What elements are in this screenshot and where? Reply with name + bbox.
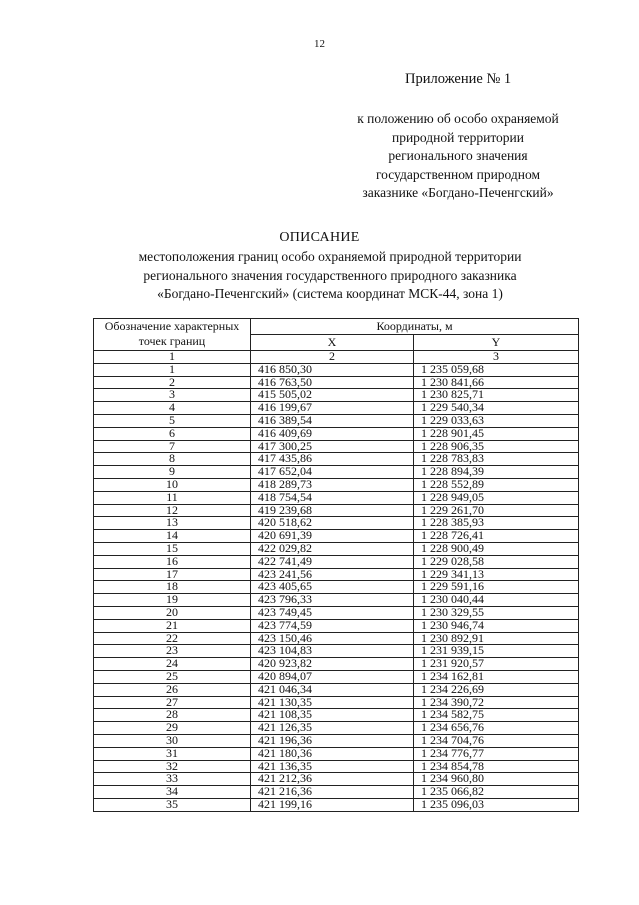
y-coordinate: 1 228 906,35 [414,440,579,453]
y-coordinate: 1 235 059,68 [414,363,579,376]
x-coordinate: 421 046,34 [251,683,414,696]
table-row [94,427,579,440]
point-number: 12 [94,504,251,517]
point-number: 8 [94,453,251,466]
y-coordinate: 1 231 939,15 [414,645,579,658]
column-number: 1 [94,351,251,364]
document-heading: ОПИСАНИЕ [279,230,360,245]
appendix-subtitle-line: к положению об особо охраняемой [357,111,559,126]
y-coordinate: 1 229 261,70 [414,504,579,517]
y-coordinate: 1 228 894,39 [414,466,579,479]
y-coordinate: 1 234 390,72 [414,696,579,709]
description-line: регионального значения государственного природного заказника [143,267,517,283]
y-coordinate: 1 230 946,74 [414,619,579,632]
appendix-subtitle-line: государственном природном [375,166,541,182]
x-coordinate: 421 130,35 [251,696,414,709]
x-coordinate: 419 239,68 [251,504,414,517]
point-number: 28 [94,709,251,722]
y-coordinate: 1 229 028,58 [414,555,579,568]
header-x: X [251,335,414,351]
x-coordinate: 421 216,36 [251,786,414,799]
table-row [94,363,579,376]
x-coordinate: 416 763,50 [251,376,414,389]
x-coordinate: 418 754,54 [251,491,414,504]
coordinates-table [93,318,579,812]
x-coordinate: 421 136,35 [251,760,414,773]
y-coordinate: 1 230 892,91 [414,632,579,645]
point-number: 18 [94,581,251,594]
point-number: 3 [94,389,251,402]
document-description [60,248,600,304]
header-points: Обозначение характерных точек границ [94,319,251,351]
y-coordinate: 1 229 033,63 [414,414,579,427]
point-number: 2 [94,376,251,389]
y-coordinate: 1 234 582,75 [414,709,579,722]
y-coordinate: 1 228 949,05 [414,491,579,504]
y-coordinate: 1 230 040,44 [414,594,579,607]
point-number: 16 [94,555,251,568]
y-coordinate: 1 234 704,76 [414,734,579,747]
x-coordinate: 420 894,07 [251,670,414,683]
x-coordinate: 416 850,30 [251,363,414,376]
point-number: 9 [94,466,251,479]
x-coordinate: 423 774,59 [251,619,414,632]
y-coordinate: 1 228 783,83 [414,453,579,466]
point-number: 27 [94,696,251,709]
appendix-subtitle-line: регионального значения [388,148,528,163]
y-coordinate: 1 234 960,80 [414,773,579,786]
point-number: 5 [94,414,251,427]
x-coordinate: 421 212,36 [251,773,414,786]
appendix-subtitle-line: природной территории [391,129,525,145]
x-coordinate: 423 241,56 [251,568,414,581]
appendix-subtitle [338,110,578,203]
point-number: 31 [94,747,251,760]
point-number: 29 [94,722,251,735]
description-line: местоположения границ особо охраняемой природной территории [138,249,522,264]
y-coordinate: 1 235 066,82 [414,786,579,799]
y-coordinate: 1 230 329,55 [414,606,579,619]
x-coordinate: 417 300,25 [251,440,414,453]
x-coordinate: 421 108,35 [251,709,414,722]
appendix-subtitle-line: заказнике «Богдано-Печенгский» [362,185,554,200]
y-coordinate: 1 230 841,66 [414,376,579,389]
appendix-title: Приложение № 1 [405,71,512,87]
x-coordinate: 416 409,69 [251,427,414,440]
table-row [94,798,579,811]
header-coordinates: Координаты, м [251,319,579,335]
point-number: 10 [94,478,251,491]
x-coordinate: 423 796,33 [251,594,414,607]
y-coordinate: 1 229 591,16 [414,581,579,594]
point-number: 20 [94,606,251,619]
table-row [94,414,579,427]
x-coordinate: 417 652,04 [251,466,414,479]
point-number: 7 [94,440,251,453]
point-number: 25 [94,670,251,683]
table-row [94,376,579,389]
point-number: 6 [94,427,251,440]
point-number: 14 [94,530,251,543]
y-coordinate: 1 234 854,78 [414,760,579,773]
x-coordinate: 421 126,35 [251,722,414,735]
x-coordinate: 420 518,62 [251,517,414,530]
y-coordinate: 1 230 825,71 [414,389,579,402]
column-number: 3 [414,351,579,364]
point-number: 30 [94,734,251,747]
x-coordinate: 420 691,39 [251,530,414,543]
y-coordinate: 1 235 096,03 [414,798,579,811]
table-row [94,453,579,466]
y-coordinate: 1 234 226,69 [414,683,579,696]
point-number: 32 [94,760,251,773]
x-coordinate: 415 505,02 [251,389,414,402]
y-coordinate: 1 228 552,89 [414,478,579,491]
page-number: 12 [314,38,325,50]
point-number: 15 [94,542,251,555]
x-coordinate: 416 389,54 [251,414,414,427]
point-number: 33 [94,773,251,786]
point-number: 21 [94,619,251,632]
x-coordinate: 421 180,36 [251,747,414,760]
x-coordinate: 416 199,67 [251,402,414,415]
table-row [94,402,579,415]
point-number: 1 [94,363,251,376]
x-coordinate: 422 029,82 [251,542,414,555]
point-number: 17 [94,568,251,581]
point-number: 24 [94,658,251,671]
y-coordinate: 1 228 726,41 [414,530,579,543]
point-number: 26 [94,683,251,696]
y-coordinate: 1 228 385,93 [414,517,579,530]
y-coordinate: 1 228 900,49 [414,542,579,555]
y-coordinate: 1 234 656,76 [414,722,579,735]
point-number: 13 [94,517,251,530]
x-coordinate: 423 749,45 [251,606,414,619]
table-row [94,389,579,402]
x-coordinate: 421 199,16 [251,798,414,811]
x-coordinate: 418 289,73 [251,478,414,491]
y-coordinate: 1 229 540,34 [414,402,579,415]
point-number: 4 [94,402,251,415]
point-number: 22 [94,632,251,645]
y-coordinate: 1 234 776,77 [414,747,579,760]
y-coordinate: 1 231 920,57 [414,658,579,671]
y-coordinate: 1 228 901,45 [414,427,579,440]
point-number: 11 [94,491,251,504]
header-y: Y [414,335,579,351]
x-coordinate: 423 150,46 [251,632,414,645]
y-coordinate: 1 234 162,81 [414,670,579,683]
description-line: «Богдано-Печенгский» (система координат МСК-44, зона 1) [157,286,503,301]
x-coordinate: 417 435,86 [251,453,414,466]
point-number: 34 [94,786,251,799]
y-coordinate: 1 229 341,13 [414,568,579,581]
column-number: 2 [251,351,414,364]
point-number: 35 [94,798,251,811]
coordinates-body [94,363,579,811]
table-row [94,440,579,453]
x-coordinate: 423 405,65 [251,581,414,594]
x-coordinate: 420 923,82 [251,658,414,671]
x-coordinate: 421 196,36 [251,734,414,747]
point-number: 23 [94,645,251,658]
x-coordinate: 422 741,49 [251,555,414,568]
x-coordinate: 423 104,83 [251,645,414,658]
point-number: 19 [94,594,251,607]
